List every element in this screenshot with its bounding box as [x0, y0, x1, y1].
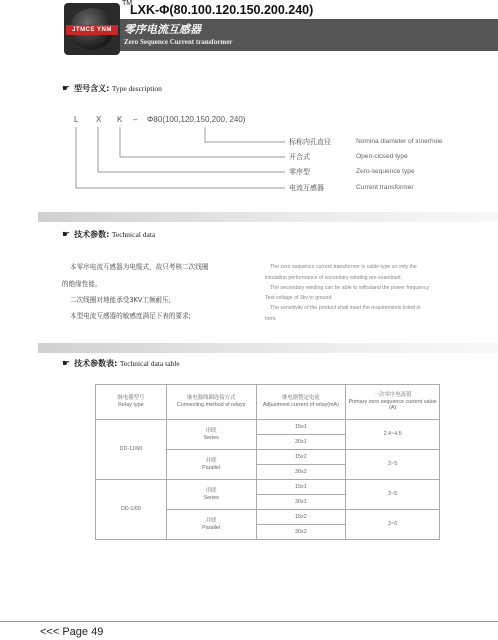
label-zero-sequence-en: Zero-sequence type: [356, 168, 415, 175]
cell-adjustment-current: 15x1: [256, 480, 346, 495]
type-connector-lines: [0, 0, 498, 200]
cell-primary-current: 3~5: [346, 480, 440, 510]
label-current-transformer-en: Current transformer: [356, 184, 414, 191]
label-open-closed-cn: 开合式: [289, 153, 310, 161]
header-adjustment-current: 继电器整定电流 Adjustment current of relay(mA): [256, 385, 346, 420]
technical-data-table: [95, 384, 440, 540]
cell-method: 串联 Series: [166, 420, 256, 450]
product-title-en: Zero Sequence Current transformer: [124, 38, 233, 46]
cell-primary-current: 2.4~4.5: [346, 420, 440, 450]
cell-adjustment-current: 15x2: [256, 450, 346, 465]
header-connecting-method: 继电器线圈连接方式 Connecting method of relays: [166, 385, 256, 420]
tech-text-en-line: The sensitivity of the product shall meet the requirements listed in: [270, 305, 421, 311]
type-code-diameter: Φ80(100,120,150,200, 240): [147, 115, 246, 124]
type-code-l: L: [74, 115, 79, 124]
product-title: LXK-Φ(80.100.120.150.200.240): [130, 3, 314, 17]
label-open-closed-en: Open-closed type: [356, 153, 408, 160]
cell-relay-type: DD-11/60: [96, 420, 167, 480]
cell-adjustment-current: 30x1: [256, 435, 346, 450]
cell-relay-type: DD-1/60: [96, 480, 167, 540]
cell-adjustment-current: 15x2: [256, 510, 346, 525]
cell-adjustment-current: 15x1: [256, 420, 346, 435]
header-relay-type: 继电器型号 Relay type: [96, 385, 167, 420]
logo-text: JTMCE YNM: [66, 25, 118, 35]
tech-text-cn-line: 的绝缘性能。: [62, 280, 102, 288]
trademark-mark: TM: [122, 0, 133, 7]
technical-data-heading: ☛ 技术参数: Technical data: [62, 230, 156, 240]
label-nominal-diameter-en: Nomina diameter of innerhole: [356, 138, 443, 145]
tech-text-en-line: form.: [265, 316, 277, 322]
cell-method: 并联 Parallel: [166, 510, 256, 540]
label-current-transformer-cn: 电流互感器: [289, 184, 324, 192]
pointing-hand-icon: ☛: [62, 84, 71, 94]
cell-method: 串联 Series: [166, 480, 256, 510]
technical-table-heading: ☛ 技术参数表: Technical data table: [62, 359, 180, 369]
cell-adjustment-current: 30x2: [256, 525, 346, 540]
header-primary-current: 一次零序电流值 Primary zero sequence current value (A): [346, 385, 440, 420]
table-row: [96, 420, 440, 435]
table-header-row: [96, 385, 440, 420]
tech-text-en-line: insulation performance of secondary winding are examined.: [265, 275, 402, 281]
label-zero-sequence-cn: 零序型: [289, 168, 310, 176]
page-number: <<< Page 49: [40, 626, 104, 638]
footer-divider: [0, 621, 498, 622]
product-title-cn: 零序电流互感器: [124, 23, 201, 36]
cell-adjustment-current: 30x2: [256, 465, 346, 480]
cell-primary-current: 3~6: [346, 510, 440, 540]
type-code-x: X: [96, 115, 102, 124]
tech-text-cn-line: 二次线圈对地能承受3KV工频耐压;: [70, 296, 171, 304]
pointing-hand-icon: ☛: [62, 359, 71, 369]
tech-text-cn-line: 本型电流互感器的敏感度满足下表的要求;: [70, 312, 191, 320]
section-divider: [38, 343, 498, 353]
type-code-dash: –: [133, 115, 138, 124]
cell-method: 并联 Parallel: [166, 450, 256, 480]
type-code-k: K: [117, 115, 123, 124]
tech-text-en-line: The secondary winding can be able to withstand the power frequency: [270, 285, 430, 291]
tech-text-en-line: The zero sequence current transformer is cable type so only the: [270, 264, 417, 270]
section-divider: [38, 212, 498, 222]
tech-text-cn-line: 本零序电流互感器为电缆式，故只考核二次线圈: [70, 263, 209, 271]
type-description-heading: ☛ 型号含义: Type description: [62, 84, 162, 94]
tech-text-en-line: Test voltage of 3kv to ground.: [265, 295, 333, 301]
cell-adjustment-current: 30x1: [256, 495, 346, 510]
label-nominal-diameter-cn: 标称内孔直径: [289, 138, 331, 146]
pointing-hand-icon: ☛: [62, 230, 71, 240]
cell-primary-current: 3~5: [346, 450, 440, 480]
table-row: [96, 480, 440, 495]
